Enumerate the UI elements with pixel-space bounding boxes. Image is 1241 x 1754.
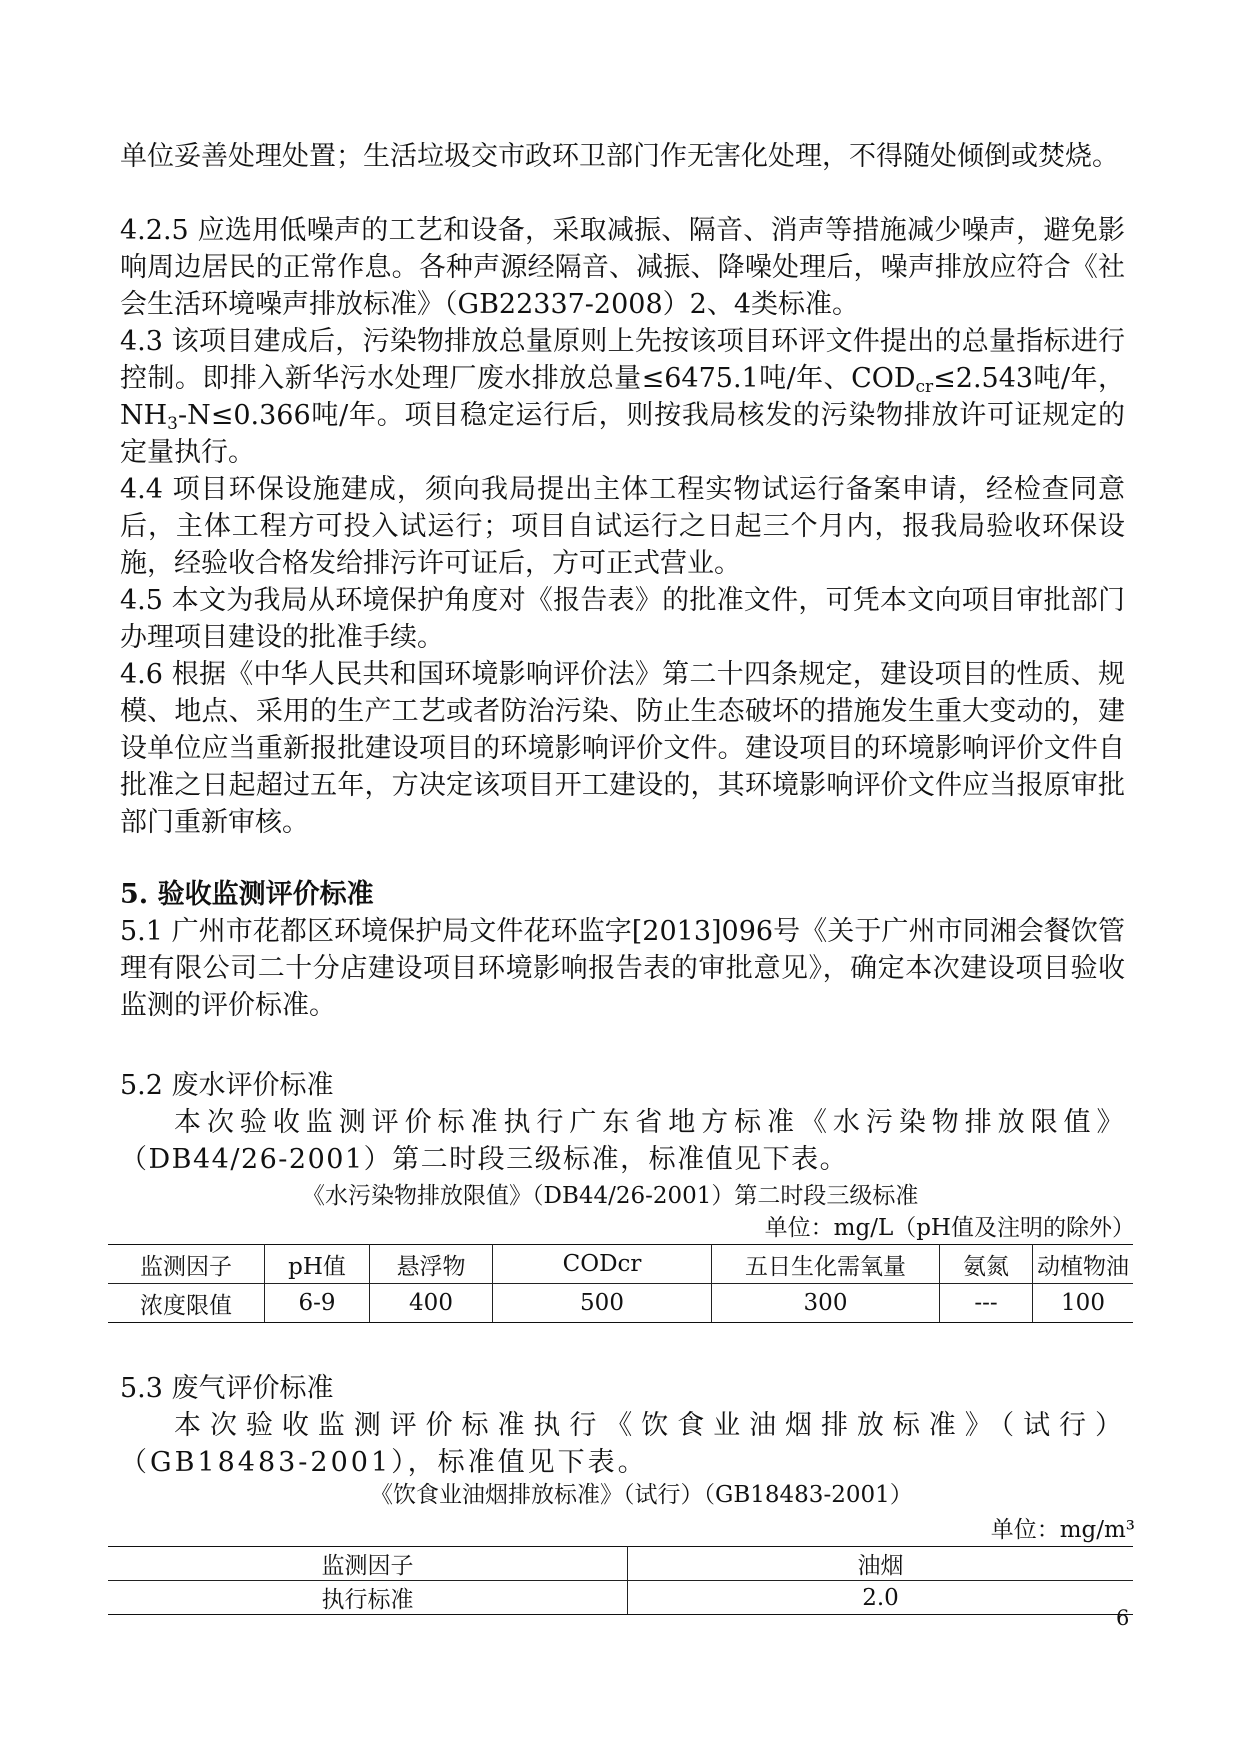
paragraph-waste-disposal: 单位妥善处理处置；生活垃圾交市政环卫部门作无害化处理，不得随处倾倒或焚烧。 <box>120 141 1119 172</box>
paragraph-5-1: 5.1 广州市花都区环境保护局文件花环监字[2013]096号《关于广州市同湘会餐饮管理有限公司二十分店建设项目环境影响报告表的审批意见》，确定本次建设项目验收监测的评价标准。 <box>120 916 1125 1021</box>
table-cell: 6-9 <box>265 1284 370 1323</box>
paragraph-4-3-part-a: 4.3 该项目建成后，污染物排放总量原则上先按该项目环评文件提出的总量指标进行控制。即排入新华污水处理厂废水排放总量≤6475.1吨/年、COD <box>120 326 1125 394</box>
paragraph-4-3-part-c: -N≤0.366吨/年。项目稳定运行后，则按我局核发的污染物排放许可证规定的定量执行。 <box>120 400 1125 468</box>
table-cell: 执行标准 <box>108 1581 628 1615</box>
table-header-row <box>108 1245 1133 1284</box>
table-cell: 100 <box>1033 1284 1134 1323</box>
heading-5-2: 5.2 废水评价标准 <box>120 1070 334 1101</box>
paragraph-4-6: 4.6 根据《中华人民共和国环境影响评价法》第二十四条规定，建设项目的性质、规模、地点、采用的生产工艺或者防治污染、防止生态破坏的措施发生重大变动的，建设单位应当重新报批建设项目的环境影响评价文件。建设项目的环境影响评价文件自批准之日起超过五年，方决定该项目开工建设的，其环境影响评价文件应当报原审批部门重新审核。 <box>120 659 1125 838</box>
subscript-3: 3 <box>167 414 178 434</box>
paragraph-4-4: 4.4 项目环保设施建成，须向我局提出主体工程实物试运行备案申请，经检查同意后，主体工程方可投入试运行；项目自试运行之日起三个月内，报我局验收环保设施，经验收合格发给排污许可证后，方可正式营业。 <box>120 474 1125 579</box>
section-5-heading: 5. 验收监测评价标准 <box>120 879 374 910</box>
table-header-row <box>108 1547 1133 1581</box>
table-cell: 五日生化需氧量 <box>712 1245 940 1284</box>
paragraph-4-3 <box>120 323 1125 471</box>
smoke-table-caption: 《饮食业油烟排放标准》（试行）（GB18483-2001） <box>370 1482 913 1508</box>
water-table-caption: 《水污染物排放限值》（DB44/26-2001）第二时段三级标准 <box>302 1183 919 1209</box>
table-cell: 氨氮 <box>940 1245 1033 1284</box>
table-cell: 监测因子 <box>108 1547 628 1581</box>
table-cell: 400 <box>370 1284 493 1323</box>
water-table-unit: 单位：mg/L（pH值及注明的除外） <box>764 1215 1135 1241</box>
table-cell: 油烟 <box>628 1547 1134 1581</box>
table-cell: 500 <box>493 1284 712 1323</box>
smoke-table-unit: 单位：mg/m³ <box>990 1517 1135 1543</box>
table-cell: pH值 <box>265 1245 370 1284</box>
table-cell: 监测因子 <box>108 1245 265 1284</box>
paragraph-5-2: 本次验收监测评价标准执行广东省地方标准《水污染物排放限值》（DB44/26-2001）第二时段三级标准，标准值见下表。 <box>120 1107 1125 1175</box>
heading-5-3: 5.3 废气评价标准 <box>120 1373 334 1404</box>
table-cell: CODcr <box>493 1245 712 1284</box>
table-cell: 2.0 <box>628 1581 1134 1615</box>
table-row <box>108 1284 1133 1323</box>
smoke-standard-table <box>108 1546 1133 1615</box>
paragraph-4-3-part-b: ≤2.543吨/年，NH <box>120 363 1125 431</box>
page-number: 6 <box>1116 1606 1130 1630</box>
subscript-cr: cr <box>915 377 934 397</box>
water-standard-table <box>108 1244 1133 1323</box>
table-row <box>108 1581 1133 1615</box>
table-cell: 动植物油 <box>1033 1245 1134 1284</box>
paragraph-5-3: 本次验收监测评价标准执行《饮食业油烟排放标准》（试行）（GB18483-2001），标准值见下表。 <box>120 1410 1125 1478</box>
paragraph-4-2-5: 4.2.5 应选用低噪声的工艺和设备，采取减振、隔音、消声等措施减少噪声，避免影响周边居民的正常作息。各种声源经隔音、减振、降噪处理后，噪声排放应符合《社会生活环境噪声排放标准》（GB22337-2008）2、4类标准。 <box>120 215 1125 320</box>
paragraph-4-5: 4.5 本文为我局从环境保护角度对《报告表》的批准文件，可凭本文向项目审批部门办理项目建设的批准手续。 <box>120 585 1125 653</box>
table-cell: 300 <box>712 1284 940 1323</box>
table-cell: --- <box>940 1284 1033 1323</box>
table-cell: 悬浮物 <box>370 1245 493 1284</box>
table-cell: 浓度限值 <box>108 1284 265 1323</box>
